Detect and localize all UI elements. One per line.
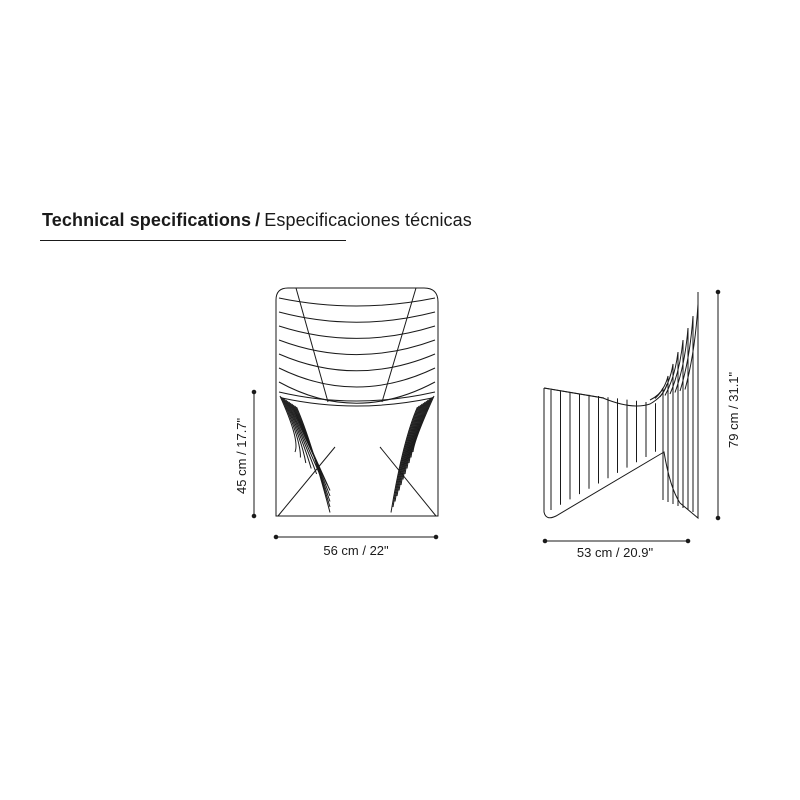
front-width-end-right: [434, 535, 438, 539]
heading-title-en: Technical specifications: [42, 210, 252, 230]
side-depth-end-left: [543, 539, 547, 543]
front-diagonal-left: [296, 288, 328, 402]
side-depth-end-right: [686, 539, 690, 543]
side-seat-top: [544, 388, 604, 398]
front-back-wire: [279, 382, 435, 403]
heading-separator: /: [255, 210, 261, 230]
side-base-wires: [551, 390, 656, 510]
side-depth-dimension: [543, 539, 690, 543]
side-view-chair: [544, 292, 698, 518]
front-width-dimension: [274, 535, 438, 539]
heading-title-es: Especificaciones técnicas: [264, 210, 472, 230]
side-height-end-top: [716, 290, 720, 294]
front-seat-edge-wire: [282, 398, 432, 406]
front-left-leg-wire: [286, 400, 317, 474]
front-left-leg-wire: [288, 401, 323, 480]
side-back-wire: [670, 340, 683, 508]
side-height-label: 79 cm / 31.1": [726, 371, 741, 448]
side-depth-label: 53 cm / 20.9": [576, 545, 654, 560]
front-width-label: 56 cm / 22": [323, 543, 389, 558]
front-right-leg-wires: [380, 396, 436, 516]
front-back-wire: [279, 326, 435, 338]
seat-height-end-bottom: [252, 514, 256, 518]
side-seat-curve: [544, 384, 667, 406]
side-height-dimension: [716, 290, 720, 520]
front-view-chair: [276, 288, 438, 516]
front-seat-height-dimension: [252, 390, 256, 518]
side-outline: [544, 292, 698, 518]
front-back-wires: [279, 298, 435, 406]
seat-height-label: 45 cm / 17.7": [234, 417, 249, 494]
front-left-leg-wires: [278, 396, 335, 516]
side-back-wires: [650, 304, 698, 514]
front-width-end-left: [274, 535, 278, 539]
side-back-wire: [650, 388, 663, 500]
seat-height-end-top: [252, 390, 256, 394]
front-back-wire: [279, 340, 435, 355]
front-back-wire: [279, 354, 435, 371]
side-height-end-bottom: [716, 516, 720, 520]
front-back-wire: [279, 312, 435, 322]
